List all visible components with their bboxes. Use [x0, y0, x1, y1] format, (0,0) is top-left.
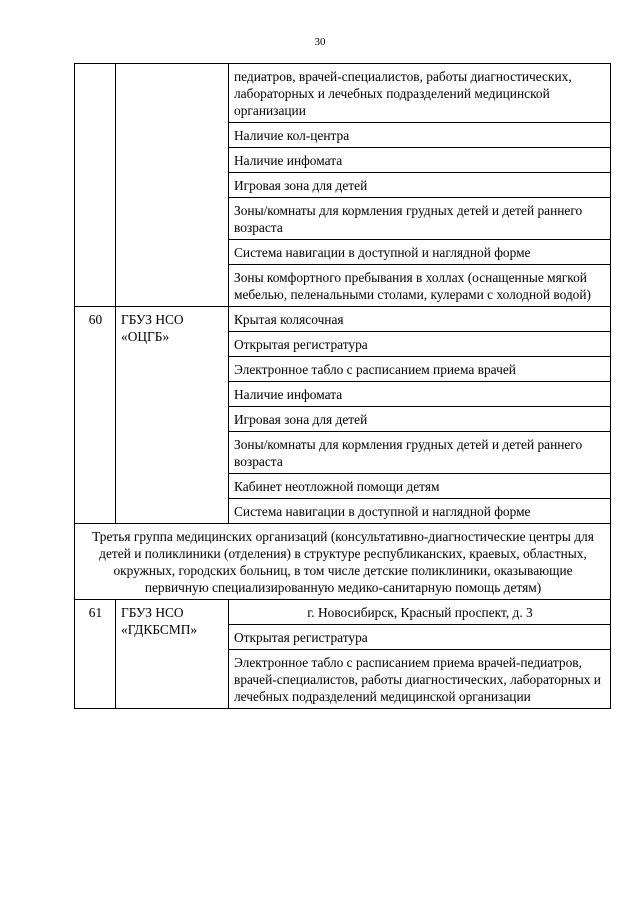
organization-cell — [116, 64, 229, 307]
item-cell: Система навигации в доступной и наглядной форме — [229, 240, 611, 265]
item-cell: педиатров, врачей-специалистов, работы диагностических, лабораторных и лечебных подразделений медицинской организации — [229, 64, 611, 123]
section-row — [75, 524, 611, 600]
row-number: 60 — [75, 307, 116, 524]
item-cell: Электронное табло с расписанием приема врачей — [229, 357, 611, 382]
item-cell: Крытая колясочная — [229, 307, 611, 332]
number-cell — [75, 64, 116, 307]
table-row — [75, 600, 611, 625]
address-cell: г. Новосибирск, Красный проспект, д. 3 — [229, 600, 611, 625]
item-cell: Наличие кол-центра — [229, 123, 611, 148]
table-row — [75, 64, 611, 123]
item-cell: Открытая регистратура — [229, 332, 611, 357]
organization-name: ГБУЗ НСО «ГДКБСМП» — [116, 600, 229, 709]
organization-name: ГБУЗ НСО «ОЦГБ» — [116, 307, 229, 524]
item-cell: Зоны/комнаты для кормления грудных детей и детей раннего возраста — [229, 198, 611, 240]
item-cell: Электронное табло с расписанием приема врачей-педиатров, врачей-специалистов, работы диагностических, лабораторных и лечебных подразделений медицинской организации — [229, 650, 611, 709]
page-number: 30 — [314, 36, 326, 48]
item-cell: Игровая зона для детей — [229, 407, 611, 432]
item-cell: Зоны комфортного пребывания в холлах (оснащенные мягкой мебелью, пеленальными столами, кулерами с холодной водой) — [229, 265, 611, 307]
item-cell: Наличие инфомата — [229, 382, 611, 407]
item-cell: Кабинет неотложной помощи детям — [229, 474, 611, 499]
item-cell: Открытая регистратура — [229, 625, 611, 650]
item-cell: Система навигации в доступной и наглядной форме — [229, 499, 611, 524]
item-cell: Зоны/комнаты для кормления грудных детей и детей раннего возраста — [229, 432, 611, 474]
item-cell: Наличие инфомата — [229, 148, 611, 173]
section-heading: Третья группа медицинских организаций (консультативно-диагностические центры для детей и поликлиники (отделения) в структуре республиканских, краевых, областных, окружных, городских больниц, в том числе детские поликлиники, оказывающие первичную специализированную медико-санитарную помощь детям) — [75, 524, 611, 600]
item-cell: Игровая зона для детей — [229, 173, 611, 198]
row-number: 61 — [75, 600, 116, 709]
table-row — [75, 307, 611, 332]
organizations-table — [74, 63, 611, 709]
